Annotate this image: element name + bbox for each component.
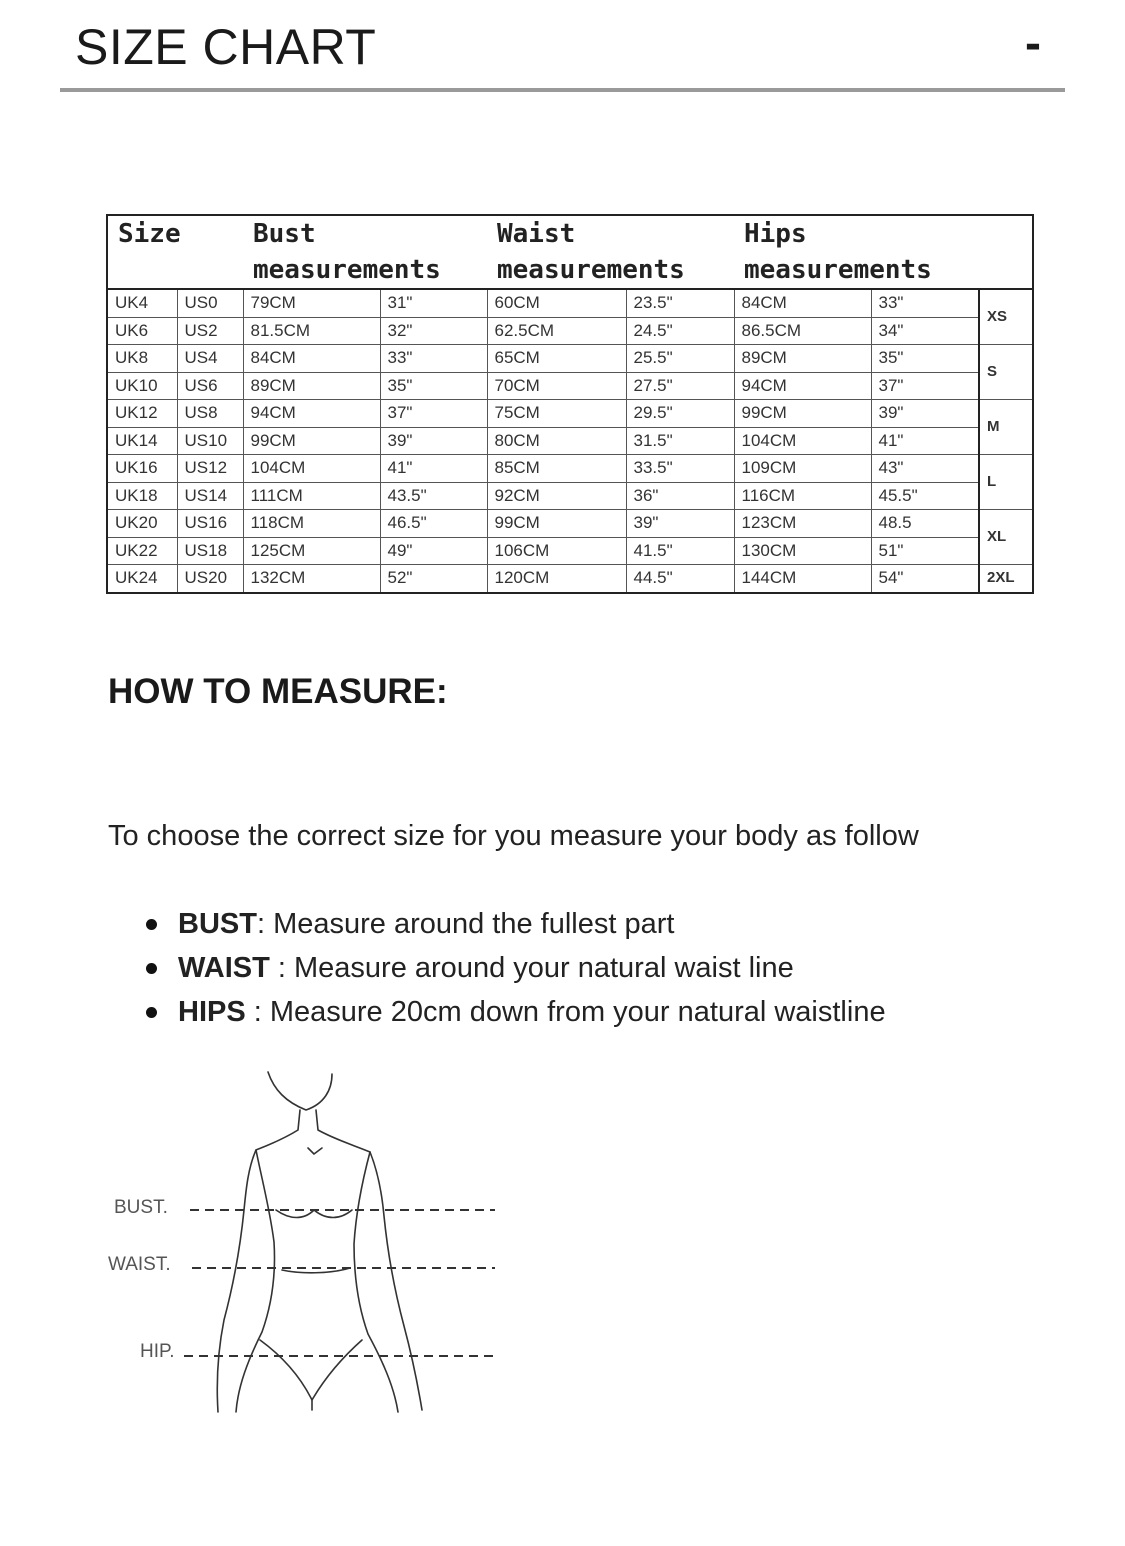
table-cell: US18 <box>177 537 243 565</box>
table-row <box>107 427 1033 455</box>
table-cell: US4 <box>177 345 243 373</box>
how-to-measure-intro: To choose the correct size for you measure your body as follow <box>108 820 919 852</box>
table-cell: 33" <box>380 345 487 373</box>
table-cell: US14 <box>177 482 243 510</box>
instruction-item <box>140 946 886 990</box>
table-cell: 123CM <box>734 510 871 538</box>
table-cell: 104CM <box>734 427 871 455</box>
table-cell: 85CM <box>487 455 626 483</box>
size-label: S <box>979 345 1033 400</box>
size-label: XL <box>979 510 1033 565</box>
table-cell: UK16 <box>107 455 177 483</box>
table-row <box>107 537 1033 565</box>
table-cell: UK10 <box>107 372 177 400</box>
table-cell: 109CM <box>734 455 871 483</box>
instruction-text: : Measure around your natural waist line <box>269 952 794 984</box>
instruction-item <box>140 990 886 1034</box>
table-cell: 75CM <box>487 400 626 428</box>
table-cell: 41" <box>871 427 979 455</box>
table-cell: 41.5" <box>626 537 734 565</box>
table-cell: US0 <box>177 289 243 317</box>
waist-label: WAIST. <box>108 1254 171 1275</box>
table-cell: 62.5CM <box>487 317 626 345</box>
instruction-term: WAIST <box>178 952 270 984</box>
table-cell: US10 <box>177 427 243 455</box>
table-row <box>107 455 1033 483</box>
table-cell: 25.5" <box>626 345 734 373</box>
table-header-row <box>107 215 1033 289</box>
table-cell: 118CM <box>243 510 380 538</box>
table-cell: UK8 <box>107 345 177 373</box>
table-header-cell: Hips measurements <box>734 215 1033 289</box>
table-header-cell: Size <box>107 215 243 289</box>
table-cell: 94CM <box>734 372 871 400</box>
table-cell: US2 <box>177 317 243 345</box>
table-cell: 45.5" <box>871 482 979 510</box>
table-cell: 32" <box>380 317 487 345</box>
table-cell: 39" <box>380 427 487 455</box>
table-row <box>107 317 1033 345</box>
instruction-item <box>140 902 886 946</box>
table-cell: 36" <box>626 482 734 510</box>
table-cell: 106CM <box>487 537 626 565</box>
collapse-button[interactable]: - <box>1025 17 1041 70</box>
table-cell: 89CM <box>243 372 380 400</box>
table-cell: 29.5" <box>626 400 734 428</box>
body-measurement-figure <box>100 1060 510 1420</box>
table-cell: 65CM <box>487 345 626 373</box>
table-cell: UK22 <box>107 537 177 565</box>
table-cell: US12 <box>177 455 243 483</box>
table-cell: 52" <box>380 565 487 593</box>
table-cell: US8 <box>177 400 243 428</box>
table-cell: 33.5" <box>626 455 734 483</box>
table-cell: 99CM <box>243 427 380 455</box>
table-cell: 54" <box>871 565 979 593</box>
table-row <box>107 372 1033 400</box>
size-table-body <box>107 215 1033 593</box>
table-cell: 27.5" <box>626 372 734 400</box>
table-cell: 60CM <box>487 289 626 317</box>
table-cell: UK12 <box>107 400 177 428</box>
table-cell: 35" <box>871 345 979 373</box>
page-title: SIZE CHART <box>75 19 377 75</box>
size-label: M <box>979 400 1033 455</box>
table-cell: 33" <box>871 289 979 317</box>
table-cell: 37" <box>380 400 487 428</box>
table-cell: 92CM <box>487 482 626 510</box>
size-label: XS <box>979 289 1033 345</box>
instruction-term: HIPS <box>178 996 246 1028</box>
table-cell: 39" <box>626 510 734 538</box>
measure-instructions <box>140 902 886 1034</box>
body-outline <box>217 1072 422 1412</box>
table-cell: UK24 <box>107 565 177 593</box>
table-cell: 86.5CM <box>734 317 871 345</box>
table-cell: UK6 <box>107 317 177 345</box>
table-cell: 99CM <box>734 400 871 428</box>
size-label: 2XL <box>979 565 1033 593</box>
table-cell: 31" <box>380 289 487 317</box>
table-cell: 49" <box>380 537 487 565</box>
table-cell: 130CM <box>734 537 871 565</box>
table-cell: UK18 <box>107 482 177 510</box>
instruction-text: : Measure around the fullest part <box>256 908 675 940</box>
table-cell: 111CM <box>243 482 380 510</box>
table-cell: 44.5" <box>626 565 734 593</box>
table-cell: 80CM <box>487 427 626 455</box>
table-cell: 81.5CM <box>243 317 380 345</box>
table-cell: 79CM <box>243 289 380 317</box>
table-row <box>107 482 1033 510</box>
table-cell: 94CM <box>243 400 380 428</box>
table-cell: UK4 <box>107 289 177 317</box>
table-cell: 43" <box>871 455 979 483</box>
table-cell: 144CM <box>734 565 871 593</box>
table-cell: 41" <box>380 455 487 483</box>
hip-label: HIP. <box>140 1341 175 1362</box>
table-cell: 51" <box>871 537 979 565</box>
table-cell: 48.5 <box>871 510 979 538</box>
instruction-term: BUST <box>178 908 257 940</box>
table-cell: US16 <box>177 510 243 538</box>
table-cell: 99CM <box>487 510 626 538</box>
table-cell: 24.5" <box>626 317 734 345</box>
size-table <box>106 214 1034 594</box>
table-cell: 35" <box>380 372 487 400</box>
table-header-cell: Bust measurements <box>243 215 487 289</box>
table-row <box>107 289 1033 317</box>
table-cell: 125CM <box>243 537 380 565</box>
table-cell: 39" <box>871 400 979 428</box>
table-cell: 104CM <box>243 455 380 483</box>
size-label: L <box>979 455 1033 510</box>
table-cell: US20 <box>177 565 243 593</box>
table-cell: 23.5" <box>626 289 734 317</box>
table-cell: 37" <box>871 372 979 400</box>
table-cell: 34" <box>871 317 979 345</box>
table-cell: 84CM <box>734 289 871 317</box>
table-row <box>107 345 1033 373</box>
table-cell: 116CM <box>734 482 871 510</box>
table-cell: 89CM <box>734 345 871 373</box>
instruction-text: : Measure 20cm down from your natural waistline <box>245 996 886 1028</box>
table-cell: 43.5" <box>380 482 487 510</box>
table-cell: 120CM <box>487 565 626 593</box>
how-to-measure-title: HOW TO MEASURE: <box>108 672 448 711</box>
table-row <box>107 565 1033 593</box>
table-row <box>107 400 1033 428</box>
table-header-cell: Waist measurements <box>487 215 734 289</box>
table-cell: 31.5" <box>626 427 734 455</box>
table-cell: 132CM <box>243 565 380 593</box>
table-cell: 70CM <box>487 372 626 400</box>
size-chart-header <box>60 0 1065 92</box>
table-cell: UK14 <box>107 427 177 455</box>
table-cell: 84CM <box>243 345 380 373</box>
table-row <box>107 510 1033 538</box>
table-cell: UK20 <box>107 510 177 538</box>
table-cell: 46.5" <box>380 510 487 538</box>
measure-lines <box>184 1210 495 1356</box>
table-cell: US6 <box>177 372 243 400</box>
bust-label: BUST. <box>114 1197 168 1218</box>
